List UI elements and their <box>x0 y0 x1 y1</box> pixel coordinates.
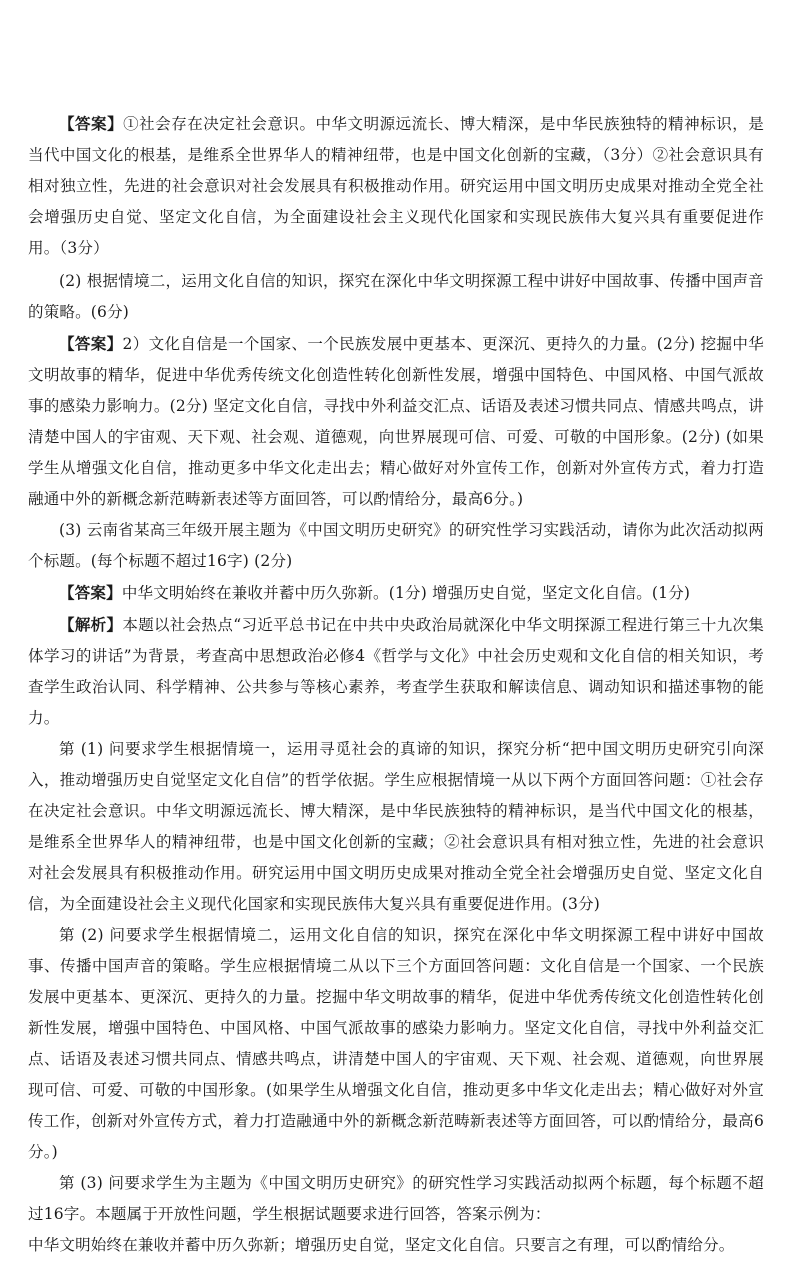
answer-label: 【答案】 <box>59 114 124 133</box>
analysis-q3-paragraph <box>28 1168 764 1230</box>
example-answer-paragraph <box>28 1230 764 1261</box>
answer-1-text: ①社会存在决定社会意识。中华文明源远流长、博大精深，是中华民族独特的精神标识，是当代中国文化的根基，是维系全世界华人的精神纽带，也是中国文化创新的宝藏，（3分）②社会意识具有相对独立性，先进的社会意识对社会发展具有积极推动作用。研究运用中国文明历史成果对推动全党全社会增强历史自觉、坚定文化自信，为全面建设社会主义现代化国家和实现民族伟大复兴具有重要促进作用。（3分） <box>28 115 764 257</box>
analysis-label: 【解析】 <box>59 615 123 634</box>
example-answer-text: 中华文明始终在兼收并蓄中历久弥新；增强历史自觉，坚定文化自信。只要言之有理，可以酌情给分。 <box>28 1236 735 1254</box>
question-3-paragraph <box>28 515 764 577</box>
question-2-text: (2) 根据情境二，运用文化自信的知识，探究在深化中华文明探源工程中讲好中国故事、传播中国声音的策略。(6分) <box>28 272 764 321</box>
answer-label: 【答案】 <box>59 334 123 353</box>
analysis-text: 本题以社会热点“习近平总书记在中共中央政治局就深化中华文明探源工程进行第三十九次集体学习的讲话”为背景，考查高中思想政治必修4《哲学与文化》中社会历史观和文化自信的相关知识，考查学生政治认同、科学精神、公共参与等核心素养，考查学生获取和解读信息、调动知识和描述事物的能力。 <box>28 616 764 727</box>
answer-2-paragraph <box>28 328 764 515</box>
answer-3-text: 中华文明始终在兼收并蓄中历久弥新。(1分) 增强历史自觉，坚定文化自信。(1分) <box>121 584 691 602</box>
analysis-q2-paragraph <box>28 920 764 1168</box>
answer-3-paragraph <box>28 577 764 609</box>
analysis-q1-text: 第 (1) 问要求学生根据情境一，运用寻觅社会的真谛的知识，探究分析“把中国文明历史研究引向深入，推动增强历史自觉坚定文化自信”的哲学依据。学生应根据情境一从以下两个方面回答问题：①社会存在决定社会意识。中华文明源远流长、博大精深，是中华民族独特的精神标识，是当代中国文化的根基，是维系全世界华人的精神纽带，也是中国文化创新的宝藏；②社会意识具有相对独立性，先进的社会意识对社会发展具有积极推动作用。研究运用中国文明历史成果对推动全党全社会增强历史自觉、坚定文化自信，为全面建设社会主义现代化国家和实现民族伟大复兴具有重要促进作用。(3分) <box>28 740 764 913</box>
answer-1-paragraph <box>28 108 764 264</box>
analysis-paragraph <box>28 609 764 734</box>
analysis-q1-paragraph <box>28 734 764 920</box>
question-3-text: (3) 云南省某高三年级开展主题为《中国文明历史研究》的研究性学习实践活动，请你为此次活动拟两个标题。(每个标题不超过16字) (2分) <box>28 521 764 570</box>
analysis-q2-text: 第 (2) 问要求学生根据情境二，运用文化自信的知识，探究在深化中华文明探源工程中讲好中国故事、传播中国声音的策略。学生应根据情境二从以下三个方面回答问题：文化自信是一个国家、一个民族发展中更基本、更深沉、更持久的力量。挖掘中华文明故事的精华，促进中华优秀传统文化创造性转化创新性发展，增强中国特色、中国风格、中国气派故事的感染力影响力。坚定文化自信，寻找中外利益交汇点、话语及表述习惯共同点、情感共鸣点，讲清楚中国人的宇宙观、天下观、社会观、道德观，向世界展现可信、可爱、可敬的中国形象。(如果学生从增强文化自信，推动更多中华文化走出去；精心做好对外宣传工作，创新对外宣传方式，着力打造融通中外的新概念新范畴新表述等方面回答，可以酌情给分，最高6分。) <box>28 926 764 1161</box>
answer-label: 【答案】 <box>59 583 122 602</box>
answer-2-text: 2）文化自信是一个国家、一个民族发展中更基本、更深沉、更持久的力量。(2分) 挖掘中华文明故事的精华，促进中华优秀传统文化创造性转化创新性发展，增强中国特色、中国风格、中国气派故事的感染力影响力。(2分) 坚定文化自信，寻找中外利益交汇点、话语及表述习惯共同点、情感共鸣点，讲清楚中国人的宇宙观、天下观、社会观、道德观，向世界展现可信、可爱、可敬的中国形象。(2分) (如果学生从增强文化自信，推动更多中华文化走出去；精心做好对外宣传工作，创新对外宣传方式，着力打造融通中外的新概念新范畴新表述等方面回答，可以酌情给分，最高6分。) <box>28 335 764 508</box>
question-2-paragraph <box>28 266 764 328</box>
analysis-q3-text: 第 (3) 问要求学生为主题为《中国文明历史研究》的研究性学习实践活动拟两个标题，每个标题不超过16字。本题属于开放性问题，学生根据试题要求进行回答，答案示例为： <box>28 1174 764 1223</box>
